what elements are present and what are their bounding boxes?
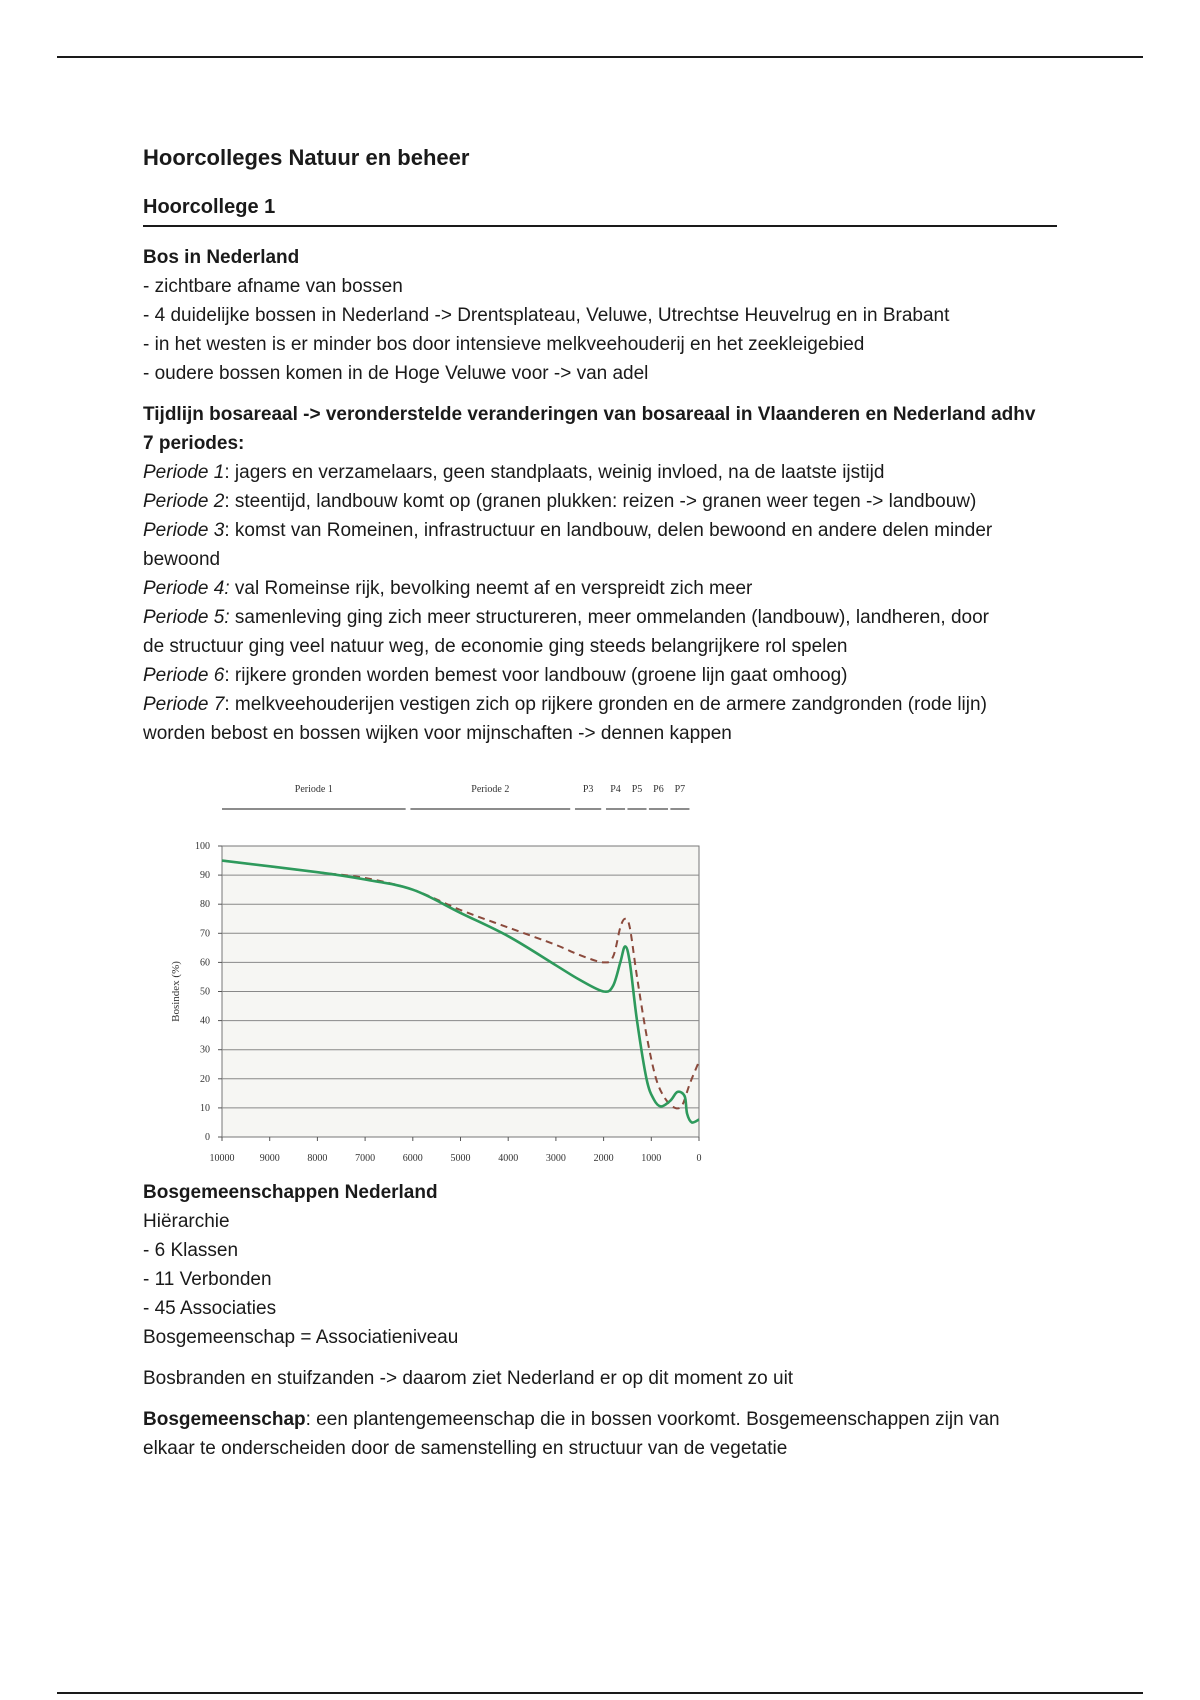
period-text-continued: bewoond (143, 549, 221, 570)
period-text: samenleving ging zich meer structureren, meer ommelanden (landbouw), landheren, door (229, 607, 989, 628)
y-tick-label: 50 (200, 986, 210, 998)
y-tick-label: 10 (200, 1102, 210, 1114)
definition-line (143, 1405, 1057, 1434)
period-text: : jagers en verzamelaars, geen standplaats, weinig invloed, na de laatste ijstijd (224, 462, 885, 483)
period-label: Periode 2 (471, 784, 510, 795)
bullet-line: - oudere bossen komen in de Hoge Veluwe voor -> van adel (143, 363, 649, 384)
forest-area-chart (159, 764, 759, 1164)
period-label: P7 (674, 784, 686, 795)
period-text: : komst van Romeinen, infrastructuur en landbouw, delen bewoond en andere delen minder (224, 520, 993, 541)
period-line (143, 574, 1057, 603)
period-text: val Romeinse rijk, bevolking neemt af en verspreidt zich meer (229, 578, 753, 599)
period-text: : melkveehouderijen vestigen zich op rijkere gronden en de armere zandgronden (rode lijn) (224, 694, 987, 715)
period-label: Periode 2 (143, 491, 225, 512)
y-tick-label: 80 (200, 899, 210, 911)
y-tick-label: 90 (200, 870, 210, 882)
definition-text: : een plantengemeenschap die in bossen voorkomt. Bosgemeenschappen zijn van (305, 1409, 1000, 1430)
bullet-line: - in het westen is er minder bos door intensieve melkveehouderij en het zeekleigebied (143, 334, 865, 355)
document-body (143, 143, 1057, 1463)
x-tick-label: 4000 (498, 1153, 519, 1164)
section-heading: Bosgemeenschappen Nederland (143, 1182, 438, 1203)
paragraph-bosbranden: Bosbranden en stuifzanden -> daarom ziet Nederland er op dit moment zo uit (143, 1368, 794, 1389)
period-line (143, 458, 1057, 487)
period-label: Periode 7 (143, 694, 225, 715)
x-tick-label: 0 (696, 1153, 702, 1164)
list-line: Hiërarchie (143, 1211, 230, 1232)
list-line: Bosgemeenschap = Associatieniveau (143, 1327, 459, 1348)
section-heading: Bos in Nederland (143, 247, 300, 268)
y-axis-label: Bosindex (%) (170, 961, 182, 1022)
forest-area-chart-svg (159, 764, 759, 1164)
y-tick-label: 30 (200, 1044, 210, 1056)
x-tick-label: 2000 (593, 1153, 614, 1164)
section-heading-continued: 7 periodes: (143, 433, 245, 454)
x-tick-label: 9000 (259, 1153, 280, 1164)
y-tick-label: 70 (200, 928, 210, 940)
section-heading: Tijdlijn bosareaal -> veronderstelde veranderingen van bosareaal in Vlaanderen en Nederland adhv (143, 404, 1036, 425)
bullet-line: - zichtbare afname van bossen (143, 276, 403, 297)
list-line: - 45 Associaties (143, 1298, 277, 1319)
x-tick-label: 8000 (307, 1153, 328, 1164)
period-label: P6 (653, 784, 664, 795)
x-tick-label: 5000 (450, 1153, 471, 1164)
list-line: - 11 Verbonden (143, 1269, 272, 1290)
y-tick-label: 20 (200, 1073, 210, 1085)
x-tick-label: 1000 (641, 1153, 662, 1164)
period-label: P3 (582, 784, 594, 795)
period-line (143, 661, 1057, 690)
period-text-continued: worden bebost en bossen wijken voor mijnschaften -> dennen kappen (143, 723, 732, 744)
period-line (143, 690, 1057, 719)
section-bos-in-nederland (143, 243, 1057, 388)
definition-term: Bosgemeenschap (143, 1409, 306, 1430)
section-bosgemeenschappen (143, 1178, 1057, 1352)
page-top-rule (57, 56, 1143, 58)
x-tick-label: 6000 (402, 1153, 423, 1164)
period-line (143, 487, 1057, 516)
y-tick-label: 60 (200, 957, 210, 969)
period-label: Periode 1 (143, 462, 225, 483)
document-title: Hoorcolleges Natuur en beheer (143, 145, 470, 170)
period-text: : rijkere gronden worden bemest voor landbouw (groene lijn gaat omhoog) (224, 665, 848, 686)
period-label: Periode 5: (143, 607, 230, 628)
y-tick-label: 0 (205, 1132, 210, 1143)
x-tick-label: 7000 (355, 1153, 376, 1164)
lecture-title: Hoorcollege 1 (143, 193, 1057, 227)
definition-line-continued: elkaar te onderscheiden door de samenstelling en structuur van de vegetatie (143, 1438, 788, 1459)
period-label: Periode 4: (143, 578, 230, 599)
period-text-continued: de structuur ging veel natuur weg, de economie ging steeds belangrijkere rol spelen (143, 636, 848, 657)
x-tick-label: 10000 (209, 1153, 235, 1164)
y-tick-label: 40 (200, 1015, 210, 1027)
period-label: P4 (610, 784, 621, 795)
bullet-line: - 4 duidelijke bossen in Nederland -> Drentsplateau, Veluwe, Utrechtse Heuvelrug en in Brabant (143, 305, 950, 326)
period-line (143, 516, 1057, 545)
y-tick-label: 100 (195, 841, 210, 852)
page-bottom-rule (57, 1692, 1143, 1694)
list-line: - 6 Klassen (143, 1240, 239, 1261)
x-tick-label: 3000 (545, 1153, 566, 1164)
period-line (143, 603, 1057, 632)
section-tijdlijn (143, 400, 1057, 748)
period-label: Periode 3 (143, 520, 225, 541)
period-label: P5 (631, 784, 643, 795)
period-label: Periode 1 (294, 784, 333, 795)
period-label: Periode 6 (143, 665, 225, 686)
period-text: : steentijd, landbouw komt op (granen plukken: reizen -> granen weer tegen -> landbouw) (224, 491, 977, 512)
